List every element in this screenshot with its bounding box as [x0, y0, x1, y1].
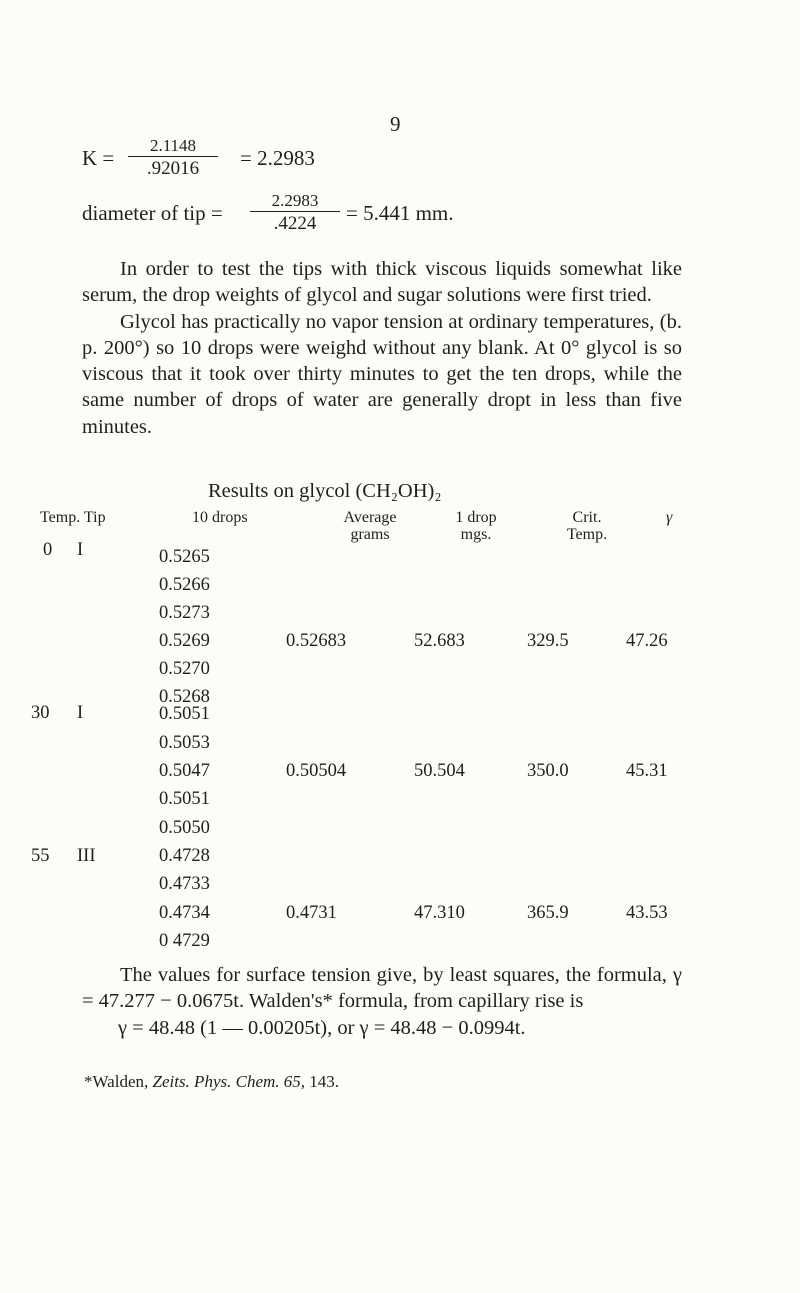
header-temp-tip: Temp. Tip	[40, 509, 106, 526]
cell-temp: 30	[31, 703, 50, 723]
cell-crit-temp: 329.5	[527, 631, 569, 651]
cell-drop: 0.5270	[159, 659, 210, 679]
equation-tip-fraction	[250, 191, 340, 236]
cell-drop: 0.4728	[159, 846, 210, 866]
cell-temp: 0	[43, 540, 53, 560]
cell-crit-temp: 365.9	[527, 903, 569, 923]
footnote-page: 143.	[309, 1072, 340, 1091]
cell-drop: 0.5047	[159, 761, 210, 781]
equation-tip-denominator: .4224	[273, 213, 317, 234]
equation-k-lhs: K =	[82, 146, 115, 170]
header-crit-temp	[547, 509, 627, 543]
header-crit-line1: Crit.	[572, 509, 602, 526]
cell-gamma: 43.53	[626, 903, 668, 923]
cell-drop: 0.5051	[159, 704, 210, 724]
cell-one-drop: 52.683	[414, 631, 465, 651]
footnote	[84, 1072, 339, 1092]
footnote-author: *Walden,	[84, 1072, 149, 1091]
header-one-drop	[436, 509, 516, 543]
cell-drop: 0.4733	[159, 874, 210, 894]
footnote-journal: Zeits. Phys. Chem. 65,	[152, 1072, 306, 1091]
cell-drop: 0.5273	[159, 603, 210, 623]
header-gamma: γ	[666, 509, 673, 526]
equation-k-numerator: 2.1148	[149, 136, 197, 155]
cell-drop: 0.5265	[159, 547, 210, 567]
cell-drop: 0.5050	[159, 818, 210, 838]
cell-drop: 0 4729	[159, 931, 210, 951]
cell-tip: I	[77, 540, 84, 560]
cell-drop: 0.5051	[159, 789, 210, 809]
header-average-line1: Average	[343, 509, 397, 526]
header-crit-line2: Temp.	[566, 526, 608, 543]
header-average	[320, 509, 420, 543]
body-text	[82, 256, 682, 440]
cell-tip: III	[77, 846, 96, 866]
equation-tip-lhs: diameter of tip =	[82, 201, 223, 225]
cell-average: 0.52683	[286, 631, 347, 651]
cell-drop: 0.5269	[159, 631, 210, 651]
cell-drop: 0.4734	[159, 903, 210, 923]
paragraph: The values for surface tension give, by least squares, the formula, γ = 47.277 − 0.0675t. Walden's* formula, from capillary rise is	[82, 964, 682, 1013]
cell-one-drop: 47.310	[414, 903, 465, 923]
cell-crit-temp: 350.0	[527, 761, 569, 781]
closing-text	[82, 962, 682, 1041]
header-ten-drops: 10 drops	[192, 509, 248, 526]
cell-tip: I	[77, 703, 84, 723]
equation-k-result: = 2.2983	[240, 146, 315, 170]
cell-average: 0.50504	[286, 761, 347, 781]
equation-tip-result: = 5.441 mm.	[346, 201, 454, 225]
cell-gamma: 47.26	[626, 631, 668, 651]
walden-formula: γ = 48.48 (1 — 0.00205t), or γ = 48.48 − 0.0994t.	[118, 1016, 526, 1039]
cell-gamma: 45.31	[626, 761, 668, 781]
header-average-line2: grams	[350, 526, 390, 543]
header-one-drop-line2: mgs.	[460, 526, 492, 543]
cell-drop: 0.5268	[159, 687, 210, 707]
equation-tip-numerator: 2.2983	[271, 191, 319, 210]
table-caption: Results on glycol (CH₂OH)₂	[208, 480, 442, 502]
page-number: 9	[390, 112, 401, 136]
cell-temp: 55	[31, 846, 50, 866]
paragraph: In order to test the tips with thick viscous liquids somewhat like serum, the drop weights of glycol and sugar solutions were first tried.	[82, 258, 682, 307]
equation-k-fraction	[128, 136, 218, 181]
paragraph: Glycol has practically no vapor tension at ordinary temperatures, (b. p. 200°) so 10 drops were weighd without any blank. At 0° glycol is so viscous that it took over thirty minutes to get the ten drops, while the same number of drops of water are generally dropt in less than five minutes.	[82, 310, 682, 438]
equation-k-denominator: .92016	[146, 158, 200, 179]
header-one-drop-line1: 1 drop	[455, 509, 497, 526]
cell-drop: 0.5266	[159, 575, 210, 595]
cell-one-drop: 50.504	[414, 761, 465, 781]
cell-average: 0.4731	[286, 903, 337, 923]
cell-drop: 0.5053	[159, 733, 210, 753]
